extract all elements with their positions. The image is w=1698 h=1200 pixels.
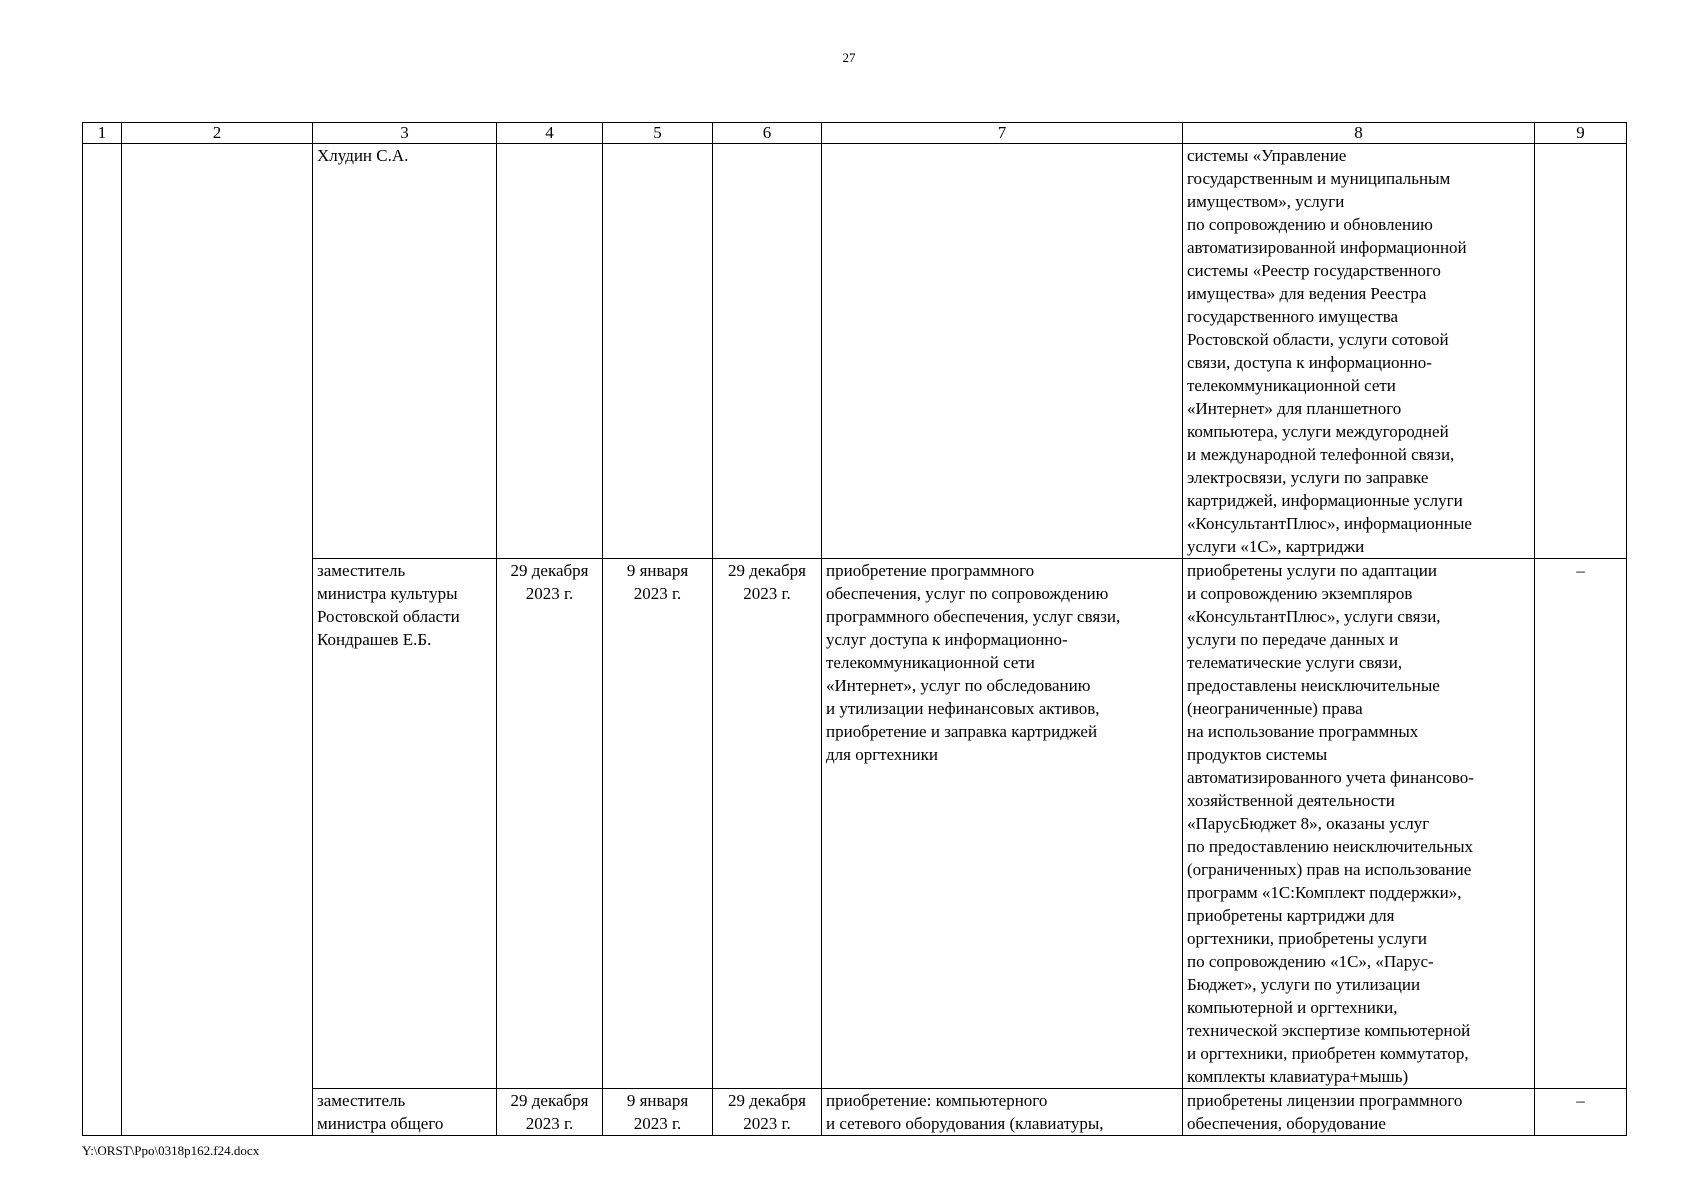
column-header: 4	[497, 123, 603, 144]
page-number: 27	[842, 50, 856, 65]
purpose-cell: приобретение программного обеспечения, услуг по сопровождению программного обеспечения, услуг связи, услуг доступа к информационно- телекоммуникационной сети «Интернет», услуг по обследованию и утилизации нефинансовых активов, приобретение и заправка картриджей для оргтехники	[822, 559, 1183, 1089]
col-2-cell	[122, 144, 313, 1136]
date-cell: 9 января 2023 г.	[603, 559, 713, 1089]
column-header: 5	[603, 123, 713, 144]
note-cell: –	[1535, 559, 1627, 1089]
official-cell: заместитель министра общего	[313, 1089, 497, 1136]
date-cell: 29 декабря 2023 г.	[713, 559, 822, 1089]
date-cell	[713, 144, 822, 559]
column-header-row	[83, 123, 1627, 144]
purpose-cell: приобретение: компьютерного и сетевого оборудования (клавиатуры,	[822, 1089, 1183, 1136]
date-cell: 29 декабря 2023 г.	[497, 1089, 603, 1136]
result-cell: приобретены услуги по адаптации и сопровождению экземпляров «КонсультантПлюс», услуги связи, услуги по передаче данных и телематические услуги связи, предоставлены неисключительные (неограниченные) права на использование программных продуктов системы автоматизированного учета финансово- хозяйственной деятельности «ПарусБюджет 8», оказаны услуг по предоставлению неисключительных (ограниченных) прав на использование программ «1С:Комплект поддержки», приобретены картриджи для оргтехники, приобретены услуги по сопровождению «1С», «Парус- Бюджет», услуги по утилизации компьютерной и оргтехники, технической экспертизе компьютерной и оргтехники, приобретен коммутатор, комплекты клавиатура+мышь)	[1183, 559, 1535, 1089]
column-header: 3	[313, 123, 497, 144]
purpose-cell	[822, 144, 1183, 559]
note-cell: –	[1535, 1089, 1627, 1136]
official-cell: Хлудин С.А.	[313, 144, 497, 559]
column-header: 2	[122, 123, 313, 144]
date-cell: 29 декабря 2023 г.	[497, 559, 603, 1089]
date-cell: 29 декабря 2023 г.	[713, 1089, 822, 1136]
date-cell: 9 января 2023 г.	[603, 1089, 713, 1136]
date-cell	[603, 144, 713, 559]
result-cell: приобретены лицензии программного обеспечения, оборудование	[1183, 1089, 1535, 1136]
column-header: 9	[1535, 123, 1627, 144]
column-header: 7	[822, 123, 1183, 144]
result-cell: системы «Управление государственным и муниципальным имуществом», услуги по сопровождению и обновлению автоматизированной информационной системы «Реестр государственного имущества» для ведения Реестра государственного имущества Ростовской области, услуги сотовой связи, доступа к информационно- телекоммуникационной сети «Интернет» для планшетного компьютера, услуги междугородней и международной телефонной связи, электросвязи, услуги по заправке картриджей, информационные услуги «КонсультантПлюс», информационные услуги «1С», картриджи	[1183, 144, 1535, 559]
table-row	[83, 559, 1627, 1089]
column-header: 1	[83, 123, 122, 144]
note-cell	[1535, 144, 1627, 559]
date-cell	[497, 144, 603, 559]
table-row	[83, 144, 1627, 559]
footer-file-path: Y:\ORST\Ppo\0318p162.f24.docx	[82, 1143, 260, 1158]
column-header: 6	[713, 123, 822, 144]
column-header: 8	[1183, 123, 1535, 144]
col-1-cell	[83, 144, 122, 1136]
document-table	[82, 122, 1627, 1136]
official-cell: заместитель министра культуры Ростовской области Кондрашев Е.Б.	[313, 559, 497, 1089]
table-row	[83, 1089, 1627, 1136]
